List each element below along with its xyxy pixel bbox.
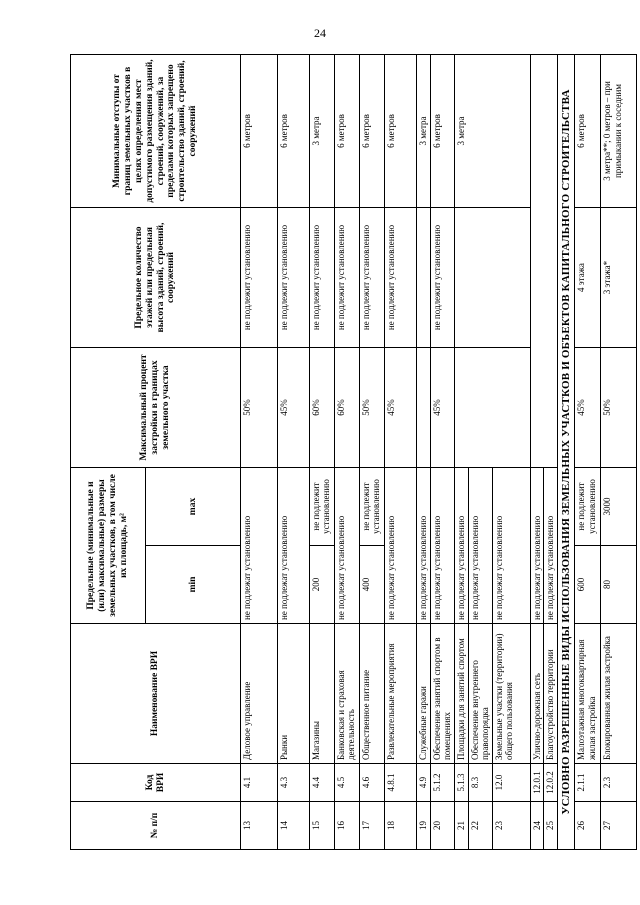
row-setback: 3 метра**; 0 метров – при примыкании к соседним: [601, 55, 637, 208]
table-row: [278, 55, 310, 850]
row-area: не подлежат установлению: [531, 468, 544, 624]
row-num: 26: [575, 802, 601, 850]
row-setback: 6 метров: [241, 55, 278, 208]
row-floors: 3 этажа*: [601, 208, 637, 348]
table-row: [417, 55, 431, 850]
row-num: 27: [601, 802, 637, 850]
row-setback: 6 метров: [431, 55, 455, 208]
row-area: не подлежат установлению: [431, 468, 455, 624]
row-pct: 45%: [278, 348, 310, 468]
row-pct: 50%: [241, 348, 278, 468]
row-min: 80: [601, 546, 637, 624]
row-floors: не подлежит установлению: [385, 208, 417, 348]
row-area: не подлежат установлению: [335, 468, 360, 624]
row-floors: 4 этажа: [575, 208, 601, 348]
section-title: УСЛОВНО РАЗРЕШЕННЫЕ ВИДЫ ИСПОЛЬЗОВАНИЯ ЗЕМЕЛЬНЫХ УЧАСТКОВ И ОБЪЕКТОВ КАПИТАЛЬНОГО СТРОИТЕЛЬСТВА: [557, 55, 575, 850]
row-floors-empty: [455, 208, 531, 348]
row-setback: 3 метра: [310, 55, 335, 208]
row-num: 16: [335, 802, 360, 850]
row-area: не подлежат установлению: [385, 468, 417, 624]
row-max: 3000: [601, 468, 637, 546]
row-code: 4.8.1: [385, 764, 417, 802]
row-name: Земельные участки (территории) общего пользования: [493, 624, 531, 764]
row-num: 25: [544, 802, 557, 850]
row-name: Банковская и страховая деятельность: [335, 624, 360, 764]
row-floors: не подлежит установлению: [241, 208, 278, 348]
row-code: 5.1.2: [431, 764, 455, 802]
row-code: 5.1.3: [455, 764, 469, 802]
row-floors: не подлежит установлению: [360, 208, 385, 348]
row-code: 4.4: [310, 764, 335, 802]
row-floors: [417, 208, 431, 348]
table-row: [575, 55, 601, 850]
table-row: [385, 55, 417, 850]
row-min: 600: [575, 546, 601, 624]
table-row: [601, 55, 637, 850]
header-num: № п/п: [71, 802, 241, 850]
page-number: 24: [314, 26, 326, 40]
row-area: не подлежат установлению: [417, 468, 431, 624]
header-max: max: [146, 468, 241, 546]
table-row: [531, 55, 544, 850]
row-setback: 6 метров: [575, 55, 601, 208]
zoning-parameters-table: [70, 54, 637, 850]
header-area: Предельные (минимальные и (или) максимальные) размеры земельных участков, в том числе их площадь, м²: [71, 468, 146, 624]
table-row: [431, 55, 455, 850]
row-max: не подлежит установлению: [310, 468, 335, 546]
row-code: 12.0.1: [531, 764, 544, 802]
row-num: 17: [360, 802, 385, 850]
row-pct: 45%: [385, 348, 417, 468]
row-code: 4.3: [278, 764, 310, 802]
row-area: не подлежат установлению: [544, 468, 557, 624]
row-setback: 6 метров: [335, 55, 360, 208]
row-max: не подлежит установлению: [360, 468, 385, 546]
row-min: 400: [360, 546, 385, 624]
row-code: 4.1: [241, 764, 278, 802]
row-name: Служебные гаражи: [417, 624, 431, 764]
row-num: 18: [385, 802, 417, 850]
row-name: Обеспечение внутреннего правопорядка: [469, 624, 493, 764]
row-area: не подлежат установлению: [493, 468, 531, 624]
row-pct: 60%: [335, 348, 360, 468]
row-pct: 45%: [575, 348, 601, 468]
row-name: Рынки: [278, 624, 310, 764]
row-num: 19: [417, 802, 431, 850]
row-floors: не подлежит установлению: [310, 208, 335, 348]
row-code: 2.3: [601, 764, 637, 802]
row-pct: [417, 348, 431, 468]
header-name: Наименование ВРИ: [71, 624, 241, 764]
row-setback-merged: 3 метра: [455, 55, 531, 208]
row-num: 23: [493, 802, 531, 850]
row-floors: не подлежит установлению: [278, 208, 310, 348]
row-code: 2.1.1: [575, 764, 601, 802]
row-area: не подлежат установлению: [455, 468, 469, 624]
table-row: [335, 55, 360, 850]
row-pct: 60%: [310, 348, 335, 468]
row-num: 20: [431, 802, 455, 850]
row-name: Деловое управление: [241, 624, 278, 764]
row-num: 15: [310, 802, 335, 850]
row-num: 14: [278, 802, 310, 850]
table-row: [455, 55, 469, 850]
row-code: 12.0.2: [544, 764, 557, 802]
row-code: 4.6: [360, 764, 385, 802]
row-name: Обеспечение занятий спортом в помещениях: [431, 624, 455, 764]
row-code: 4.5: [335, 764, 360, 802]
header-min: min: [146, 546, 241, 624]
row-setback: 6 метров: [278, 55, 310, 208]
row-pct: 50%: [601, 348, 637, 468]
row-floors: не подлежит установлению: [335, 208, 360, 348]
row-floors: не подлежит установлению: [431, 208, 455, 348]
row-code: 8.3: [469, 764, 493, 802]
row-num: 22: [469, 802, 493, 850]
row-num: 13: [241, 802, 278, 850]
header-floors: Предельное количество этажей или предельная высота зданий, строений, сооружений: [71, 208, 241, 348]
row-code: 12.0: [493, 764, 531, 802]
table-row: [310, 55, 335, 850]
header-pct: Максимальный процент застройки в границах земельного участка: [71, 348, 241, 468]
row-name: Улично-дорожная сеть: [531, 624, 544, 764]
row-min: 200: [310, 546, 335, 624]
row-empty-merged: [531, 55, 558, 468]
header-setback: Минимальные отступы от границ земельных участков в целях определения мест допустимого размещения зданий, строений, сооружений, за пределами которых запрещено строительство зданий, строений, сооружений: [71, 55, 241, 208]
row-name: Магазины: [310, 624, 335, 764]
row-pct: 45%: [431, 348, 455, 468]
row-setback: 6 метров: [360, 55, 385, 208]
row-pct: 50%: [360, 348, 385, 468]
row-area: не подлежат установлению: [241, 468, 278, 624]
row-pct-empty: [455, 348, 531, 468]
row-max: не подлежит установлению: [575, 468, 601, 546]
row-setback: 3 метра: [417, 55, 431, 208]
row-code: 4.9: [417, 764, 431, 802]
row-name: Малоэтажная многоквартирная жилая застройка: [575, 624, 601, 764]
row-setback: 6 метров: [385, 55, 417, 208]
row-name: Общественное питание: [360, 624, 385, 764]
section-row: [557, 55, 575, 850]
row-area: не подлежат установлению: [278, 468, 310, 624]
row-num: 24: [531, 802, 544, 850]
header-code: Код ВРИ: [71, 764, 241, 802]
table-row: [360, 55, 385, 850]
row-name: Площадки для занятий спортом: [455, 624, 469, 764]
table-row: [241, 55, 278, 850]
row-name: Благоустройство территории: [544, 624, 557, 764]
row-name: Развлекательные мероприятия: [385, 624, 417, 764]
rotated-table-container: [70, 55, 623, 850]
row-name: Блокированная жилая застройка: [601, 624, 637, 764]
row-area: не подлежат установлению: [469, 468, 493, 624]
row-num: 21: [455, 802, 469, 850]
